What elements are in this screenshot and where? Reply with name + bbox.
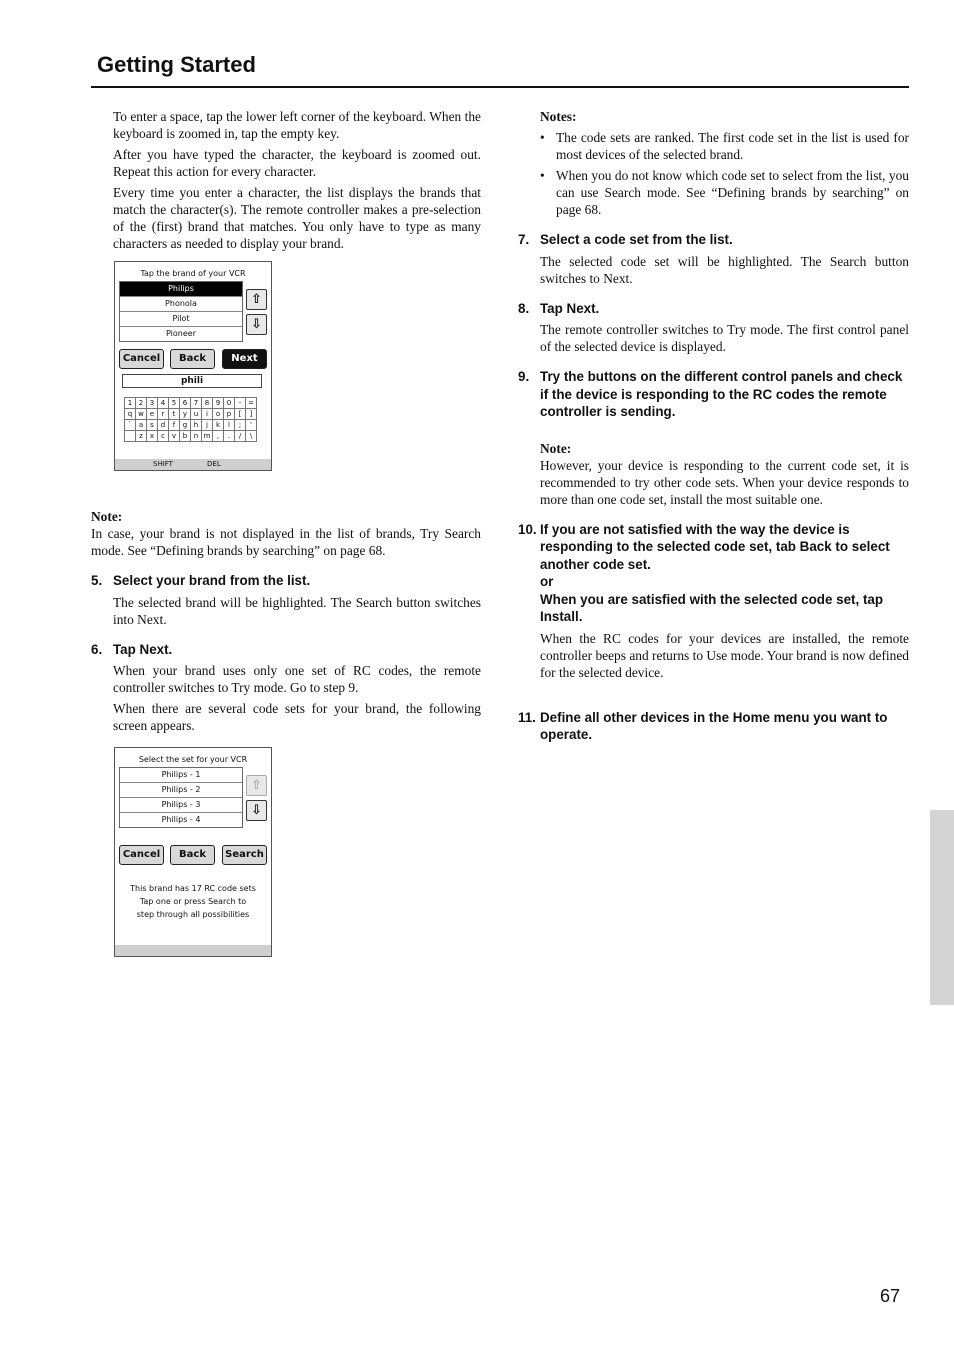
intro-paragraph: Every time you enter a character, the list displays the brands that match the character(s). The remote controller makes a pre-selection of the (first) brand that matches. You only have to type as many characters as needed to display your brand. (113, 185, 481, 251)
list-item[interactable]: Philips - 4 (161, 815, 201, 824)
note-heading: Note: (91, 509, 123, 524)
info-line: Tap one or press Search to (139, 897, 247, 906)
keyboard-key[interactable]: l (223, 419, 235, 431)
list-item[interactable]: Philips - 3 (120, 798, 242, 813)
keyboard-key[interactable]: f (168, 419, 180, 431)
arrow-up-icon[interactable]: ⇧ (246, 289, 267, 310)
right-column (518, 108, 909, 744)
cancel-button[interactable]: Cancel (119, 349, 164, 369)
keyboard-key[interactable]: h (190, 419, 202, 431)
keyboard-key[interactable]: [ (234, 408, 246, 420)
keyboard-key[interactable]: ' (245, 419, 257, 431)
list-item[interactable]: Phonola (120, 297, 242, 312)
brand-list (119, 281, 243, 342)
step-8 (518, 300, 909, 318)
step-title: Try the buttons on the different control panels and check if the device is responding to the RC codes the remote controller is sending. (540, 369, 903, 419)
keyboard-key[interactable]: i (201, 408, 213, 420)
step-number: 9. (518, 369, 530, 384)
step-5 (91, 572, 481, 590)
keyboard-key[interactable]: n (190, 430, 202, 442)
delete-key[interactable]: DEL (207, 460, 221, 468)
code-set-selection-screenshot (114, 747, 272, 957)
intro-paragraph: After you have typed the character, the keyboard is zoomed out. Repeat this action for every character. (113, 147, 481, 179)
keyboard-key[interactable]: \ (245, 430, 257, 442)
intro-block (91, 108, 481, 252)
brand-selection-screenshot (114, 261, 272, 471)
keyboard-key[interactable]: o (212, 408, 224, 420)
step-number: 8. (518, 300, 530, 316)
cancel-button[interactable]: Cancel (119, 845, 164, 865)
step-number: 6. (91, 641, 103, 657)
code-set-list (119, 767, 243, 828)
keyboard-key[interactable]: ] (245, 408, 257, 420)
search-button[interactable]: Search (222, 845, 267, 865)
back-button[interactable]: Back (170, 845, 215, 865)
keyboard-key[interactable]: 8 (201, 397, 213, 409)
keyboard-key[interactable]: ; (234, 419, 246, 431)
next-button[interactable]: Next (222, 349, 267, 369)
step-number: 10. (518, 521, 537, 537)
keyboard-key[interactable]: e (146, 408, 158, 420)
step-title: Tap Next. (113, 641, 173, 657)
keyboard-key[interactable]: = (245, 397, 257, 409)
step-or: or (540, 574, 554, 589)
list-item[interactable]: Philips - 2 (120, 783, 242, 798)
step-7 (518, 231, 909, 249)
keyboard-key[interactable]: q (124, 408, 136, 420)
keyboard-key[interactable]: y (179, 408, 191, 420)
step-title: Tap Next. (540, 300, 600, 316)
keyboard-key[interactable]: 7 (190, 397, 202, 409)
keyboard-key[interactable]: v (168, 430, 180, 442)
keyboard-row (124, 408, 262, 419)
keyboard-key[interactable]: w (135, 408, 147, 420)
note-heading: Note: (540, 440, 572, 456)
step-number: 5. (91, 573, 103, 588)
keyboard-key[interactable]: 2 (135, 397, 147, 409)
arrow-down-icon[interactable]: ⇩ (246, 800, 267, 821)
keyboard-key[interactable]: 4 (157, 397, 169, 409)
list-item[interactable]: Philips (120, 282, 242, 297)
intro-paragraph: To enter a space, tap the lower left corner of the keyboard. When the keyboard is zoomed in, tap the empty key. (113, 109, 481, 141)
screen-title: Tap the brand of your VCR (140, 269, 246, 278)
keyboard-key[interactable]: d (157, 419, 169, 431)
keyboard-bottom-bar (115, 459, 271, 470)
notes-block (518, 108, 909, 218)
arrow-up-icon[interactable]: ⇧ (246, 775, 267, 796)
keyboard-key[interactable]: 1 (124, 397, 136, 409)
step-10 (518, 521, 909, 626)
step-number: 7. (518, 232, 530, 247)
step-title: Define all other devices in the Home menu you want to operate. (540, 709, 888, 742)
keyboard-key[interactable]: s (146, 419, 158, 431)
list-item[interactable]: Pilot (120, 312, 242, 327)
info-line: This brand has 17 RC code sets (130, 884, 256, 893)
keyboard-key[interactable]: - (234, 397, 246, 409)
step-text: When there are several code sets for your brand, the following screen appears. (113, 701, 481, 733)
keyboard-key[interactable]: 9 (212, 397, 224, 409)
keyboard-key[interactable]: k (212, 419, 224, 431)
keyboard-key[interactable]: z (135, 430, 147, 442)
note-text: However, your device is responding to the current code set, it is recommended to try other code sets. When your device responds to more than one code set, install the most suitable one. (540, 457, 909, 507)
keyboard-key[interactable]: j (201, 419, 213, 431)
keyboard-key[interactable]: a (135, 419, 147, 431)
note-item: • When you do not know which code set to select from the list, you can use Search mode. See “Defining brands by searching” on page 68. (540, 167, 909, 218)
step-text: The selected code set will be highlighted. The Search button switches to Next. (540, 253, 909, 286)
note-text: In case, your brand is not displayed in the list of brands, Try Search mode. See “Defining brands by searching” on page 68. (91, 526, 481, 558)
keyboard-row (124, 397, 262, 408)
keyboard-row (124, 419, 262, 430)
header-rule (91, 86, 909, 88)
keyboard-key[interactable]: 0 (223, 397, 235, 409)
step-11 (518, 709, 909, 744)
keyboard (124, 397, 262, 441)
screen-bottom-bar (115, 945, 271, 956)
note-block (518, 440, 909, 508)
list-item[interactable]: Pioneer (166, 329, 196, 338)
keyboard-key[interactable]: x (146, 430, 158, 442)
brand-entry-field[interactable]: phili (122, 374, 262, 388)
keyboard-key[interactable]: 6 (179, 397, 191, 409)
keyboard-row (124, 430, 262, 441)
code-set-info (115, 882, 271, 921)
keyboard-key[interactable]: / (234, 430, 246, 442)
page-title: Getting Started (97, 52, 256, 77)
step-title: Select a code set from the list. (540, 232, 733, 247)
section-tab (930, 810, 954, 1005)
step-text: The remote controller switches to Try mode. The first control panel of the selected device is displayed. (540, 322, 909, 354)
step-title: If you are not satisfied with the way the device is responding to the selected code set, tab Back to select another code set. (540, 521, 890, 572)
page-number: 67 (880, 1286, 901, 1306)
keyboard-key[interactable]: u (190, 408, 202, 420)
keyboard-key[interactable]: g (179, 419, 191, 431)
keyboard-key[interactable]: m (201, 430, 213, 442)
keyboard-key[interactable]: b (179, 430, 191, 442)
note-item: • The code sets are ranked. The first code set in the list is used for most devices of the selected brand. (540, 129, 909, 163)
keyboard-key[interactable]: t (168, 408, 180, 420)
keyboard-key[interactable]: p (223, 408, 235, 420)
step-text: The selected brand will be highlighted. The Search button switches into Next. (113, 594, 481, 627)
shift-key[interactable]: SHIFT (153, 460, 173, 468)
step-title: When you are satisfied with the selected code set, tap Install. (540, 591, 884, 624)
keyboard-key[interactable]: . (223, 430, 235, 442)
step-title: Select your brand from the list. (113, 573, 311, 588)
step-6 (91, 641, 481, 659)
arrow-down-icon[interactable]: ⇩ (246, 314, 267, 335)
step-number: 11. (518, 709, 536, 725)
step-text: When the RC codes for your devices are installed, the remote controller beeps and returns to Use mode. Your brand is now defined for the selected device. (540, 630, 909, 680)
step-text: When your brand uses only one set of RC codes, the remote controller switches to Try mode. Go to step 9. (113, 663, 481, 695)
notes-list (540, 129, 909, 218)
list-item[interactable]: Philips - 1 (120, 768, 242, 783)
back-button[interactable]: Back (170, 349, 215, 369)
keyboard-key[interactable]: 5 (168, 397, 180, 409)
keyboard-key[interactable]: , (212, 430, 224, 442)
info-line: step through all possibilities (136, 910, 250, 919)
notes-heading: Notes: (540, 109, 577, 124)
screen-title: Select the set for your VCR (138, 755, 248, 764)
keyboard-key[interactable]: r (157, 408, 169, 420)
step-9 (518, 368, 909, 421)
keyboard-key[interactable]: 3 (146, 397, 158, 409)
keyboard-key[interactable]: ` (124, 419, 136, 431)
keyboard-key[interactable]: c (157, 430, 169, 442)
